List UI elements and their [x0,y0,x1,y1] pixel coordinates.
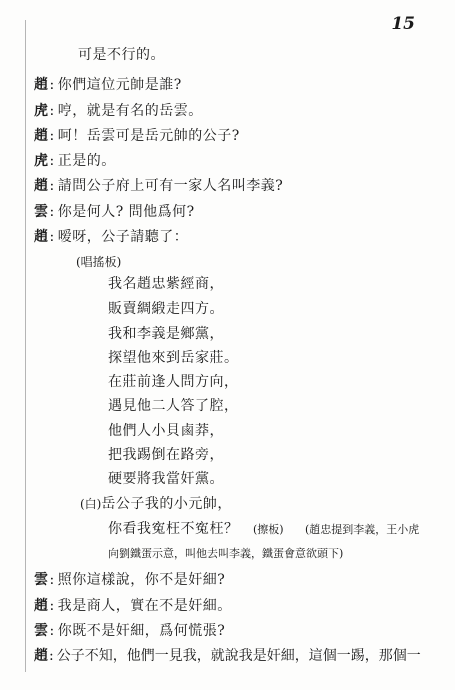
dialogue-line: 趙: 我是商人，實在不是奸細。 [34,598,232,614]
dialogue-text: 公子不知，他們一見我，就說我是奸細，這個一踢，那個一 [56,648,421,664]
speaker-name: 雲 [34,572,49,588]
verse-line: 探望他來到岳家莊。 [108,350,239,366]
stage-direction: 向劉鐵蛋示意，叫他去叫李義，鐵蛋會意欲頭下) [108,547,344,560]
binding-edge-line [25,20,26,672]
speaker-name: 趙 [34,648,48,664]
speaker-name: 雲 [34,623,49,639]
verse-line: 把我踢倒在路旁， [108,447,224,463]
page-number: 15 [391,14,415,34]
dialogue-line: 趙: 嗳呀，公子請聽了： [34,229,189,245]
dialogue-text: 正是的。 [57,153,116,169]
speaker-name: 趙 [34,178,49,194]
dialogue-text: 照你這樣說，你不是奸細? [57,572,226,588]
speaker-name: 趙 [34,77,49,93]
dialogue-text: 呵！岳雲可是岳元帥的公子? [57,128,240,144]
dialogue-text: 你是何人? 問他爲何? [57,204,195,220]
dialogue-line: 雲: 你既不是奸細，爲何慌張? [34,623,226,639]
verse-line: 在莊前逢人問方向， [108,374,239,390]
spoken-line [80,495,232,513]
dialogue-line: 趙: 呵！岳雲可是岳元帥的公子? [34,128,240,144]
spoken-line [108,520,239,538]
dialogue-text: 我是商人，實在不是奸細。 [57,598,232,614]
stage-direction: (趙忠提到李義，王小虎 [305,523,420,536]
speaker-name: 虎 [34,103,49,119]
dialogue-line: 雲: 照你這樣說，你不是奸細? [34,572,226,588]
spoken-label: (白) [80,497,102,511]
dialogue-text: 可是不行的。 [78,47,165,63]
dialogue-line: 雲: 你是何人? 問他爲何? [34,204,195,220]
dialogue-text: 哼，就是有名的岳雲。 [57,103,203,119]
spoken-text: 你看我寃枉不寃枉？ [108,521,239,537]
verse-line: 遇見他二人答了腔， [108,398,239,414]
verse-line: 我和李義是鄉黨， [108,326,224,342]
verse-line: 販賣綢緞走四方。 [108,301,224,317]
stage-direction-tag: (擦板) [253,523,284,536]
dialogue-line: 虎: 正是的。 [34,153,116,169]
speaker-name: 雲 [34,204,49,220]
speaker-name: 趙 [34,128,49,144]
dialogue-line: 趙: 請問公子府上可有一家人名叫李義? [34,178,284,194]
dialogue-text: 請問公子府上可有一家人名叫李義? [57,178,284,194]
verse-line: 我名趙忠紫經商， [108,276,224,292]
speaker-name: 趙 [34,598,49,614]
dialogue-line: 虎: 哼，就是有名的岳雲。 [34,103,203,119]
verse-line: 硬要將我當奸黨。 [108,471,224,487]
dialogue-text: 你們這位元帥是誰? [57,77,182,93]
dialogue-text: 你既不是奸細，爲何慌張? [57,623,226,639]
dialogue-line-continuation [78,46,165,64]
speaker-name: 虎 [34,153,49,169]
spoken-text: 岳公子我的小元帥， [101,496,232,512]
dialogue-line: 趙: 公子不知，他們一見我，就說我是奸細，這個一踢，那個一 [34,648,421,664]
verse-line: 他們人小貝鹵莽， [108,423,224,439]
aria-label: (唱搖板) [76,255,122,269]
dialogue-text: 嗳呀，公子請聽了： [57,229,189,245]
speaker-name: 趙 [34,229,49,245]
dialogue-line: 趙: 你們這位元帥是誰? [34,77,182,93]
